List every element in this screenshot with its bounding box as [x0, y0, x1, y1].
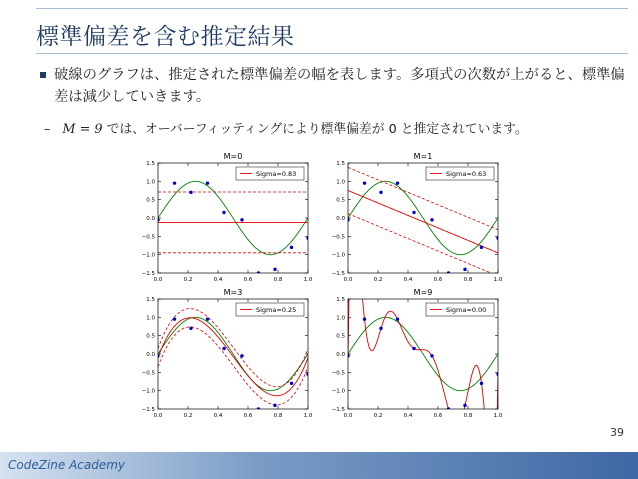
x-tick-label: 0.0 — [343, 277, 353, 283]
footer-brand: CodeZine Academy — [8, 458, 126, 472]
y-tick-label: −1.5 — [141, 271, 155, 277]
true-curve — [348, 317, 498, 390]
y-tick-label: −0.5 — [331, 370, 345, 377]
y-tick-label: 1.0 — [336, 315, 345, 322]
y-tick-label: −1.0 — [141, 252, 155, 259]
y-tick-label: 0.5 — [146, 197, 155, 204]
sub-bullet — [44, 118, 528, 137]
top-rule — [36, 8, 628, 9]
y-tick-label: −1.0 — [331, 252, 345, 259]
x-tick-label: 0.6 — [433, 413, 443, 419]
x-tick-label: 0.2 — [373, 413, 383, 419]
x-tick-label: 1.0 — [303, 413, 313, 419]
chart-title: M=3 — [223, 288, 243, 297]
data-point — [480, 382, 483, 385]
chart-panel-0 — [142, 152, 313, 283]
chart-panel-2 — [142, 288, 313, 419]
data-point — [273, 268, 276, 271]
legend-label: Sigma=0.63 — [446, 170, 487, 178]
data-point — [396, 317, 399, 320]
y-tick-label: 0.0 — [336, 352, 345, 358]
y-tick-label: −0.5 — [331, 234, 345, 241]
sigma-lower-curve — [348, 214, 498, 276]
data-point — [240, 354, 243, 357]
chart-panel-1 — [332, 152, 503, 283]
y-tick-label: 1.0 — [146, 315, 155, 322]
data-point — [173, 181, 176, 184]
sub-bullet-text: では、オーバーフィッティングにより標準偏差が 0 と推定されています。 — [102, 122, 528, 137]
x-tick-label: 0.2 — [373, 277, 383, 283]
legend-label: Sigma=0.83 — [256, 170, 297, 178]
x-tick-label: 0.4 — [213, 277, 223, 283]
data-point — [412, 347, 415, 350]
y-tick-label: −1.5 — [141, 407, 155, 413]
y-tick-label: −1.5 — [331, 407, 345, 413]
y-tick-label: −1.0 — [141, 388, 155, 395]
data-point — [222, 211, 225, 214]
data-point — [206, 181, 209, 184]
data-point — [206, 317, 209, 320]
x-tick-label: 1.0 — [493, 413, 503, 419]
y-tick-label: 0.0 — [336, 216, 345, 222]
chart-plot-area — [156, 181, 309, 274]
sub-bullet-dash: – — [44, 122, 51, 137]
x-tick-label: 0.6 — [433, 277, 443, 283]
data-point — [363, 181, 366, 184]
data-point — [379, 191, 382, 194]
legend-label: Sigma=0.25 — [256, 306, 297, 314]
x-tick-label: 0.4 — [213, 413, 223, 419]
x-tick-label: 0.4 — [403, 277, 413, 283]
y-tick-label: 0.0 — [146, 216, 155, 222]
chart-title: M=9 — [413, 288, 433, 297]
y-tick-label: 1.5 — [336, 297, 345, 303]
y-tick-label: 0.0 — [146, 352, 155, 358]
x-tick-label: 0.2 — [183, 277, 193, 283]
data-point — [189, 191, 192, 194]
data-point — [430, 354, 433, 357]
chart-title: M=0 — [223, 152, 243, 161]
y-tick-label: 0.5 — [146, 333, 155, 340]
chart-title: M=1 — [413, 152, 433, 161]
x-tick-label: 0.6 — [243, 277, 253, 283]
bullet-square-icon — [40, 72, 46, 78]
figure-panel — [128, 145, 503, 419]
data-point — [463, 404, 466, 407]
true-curve — [158, 317, 308, 390]
x-tick-label: 0.8 — [273, 413, 283, 419]
page-number: 39 — [610, 426, 624, 439]
data-point — [396, 181, 399, 184]
chart-grid — [128, 145, 503, 419]
data-point — [290, 382, 293, 385]
y-tick-label: 1.5 — [146, 297, 155, 303]
y-tick-label: 0.5 — [336, 333, 345, 340]
data-point — [430, 218, 433, 221]
footer-bar — [0, 452, 638, 479]
x-tick-label: 0.8 — [463, 277, 473, 283]
slide-title: 標準偏差を含む推定結果 — [36, 24, 295, 50]
data-point — [173, 317, 176, 320]
fit-curve — [348, 191, 498, 253]
data-point — [240, 218, 243, 221]
sub-bullet-math: M = 9 — [62, 122, 103, 137]
data-point — [222, 347, 225, 350]
x-tick-label: 0.8 — [273, 277, 283, 283]
x-tick-label: 0.8 — [463, 413, 473, 419]
y-tick-label: −1.0 — [331, 388, 345, 395]
x-tick-label: 0.0 — [153, 413, 163, 419]
bullet-text: 破線のグラフは、推定された標準偏差の幅を表します。多項式の次数が上がると、標準偏差は減少していきます。 — [54, 67, 625, 105]
data-point — [290, 246, 293, 249]
y-tick-label: 1.5 — [336, 161, 345, 167]
fit-curve — [348, 206, 498, 479]
y-tick-label: −0.5 — [141, 370, 155, 377]
chart-plot-area — [156, 309, 309, 411]
bullet-item — [40, 64, 625, 108]
legend-label: Sigma=0.00 — [446, 306, 487, 314]
data-point — [480, 246, 483, 249]
data-point — [379, 327, 382, 330]
chart-plot-area — [346, 167, 499, 276]
x-tick-label: 1.0 — [303, 277, 313, 283]
x-tick-label: 0.2 — [183, 413, 193, 419]
x-tick-label: 1.0 — [493, 277, 503, 283]
data-point — [412, 211, 415, 214]
title-rule — [36, 53, 628, 54]
x-tick-label: 0.0 — [153, 277, 163, 283]
y-tick-label: 1.0 — [336, 179, 345, 186]
x-tick-label: 0.4 — [403, 413, 413, 419]
y-tick-label: −0.5 — [141, 234, 155, 241]
x-tick-label: 0.0 — [343, 413, 353, 419]
x-tick-label: 0.6 — [243, 413, 253, 419]
data-point — [363, 317, 366, 320]
y-tick-label: 1.0 — [146, 179, 155, 186]
y-tick-label: 1.5 — [146, 161, 155, 167]
data-point — [463, 268, 466, 271]
y-tick-label: 0.5 — [336, 197, 345, 204]
y-tick-label: −1.5 — [331, 271, 345, 277]
data-point — [189, 327, 192, 330]
data-point — [273, 404, 276, 407]
